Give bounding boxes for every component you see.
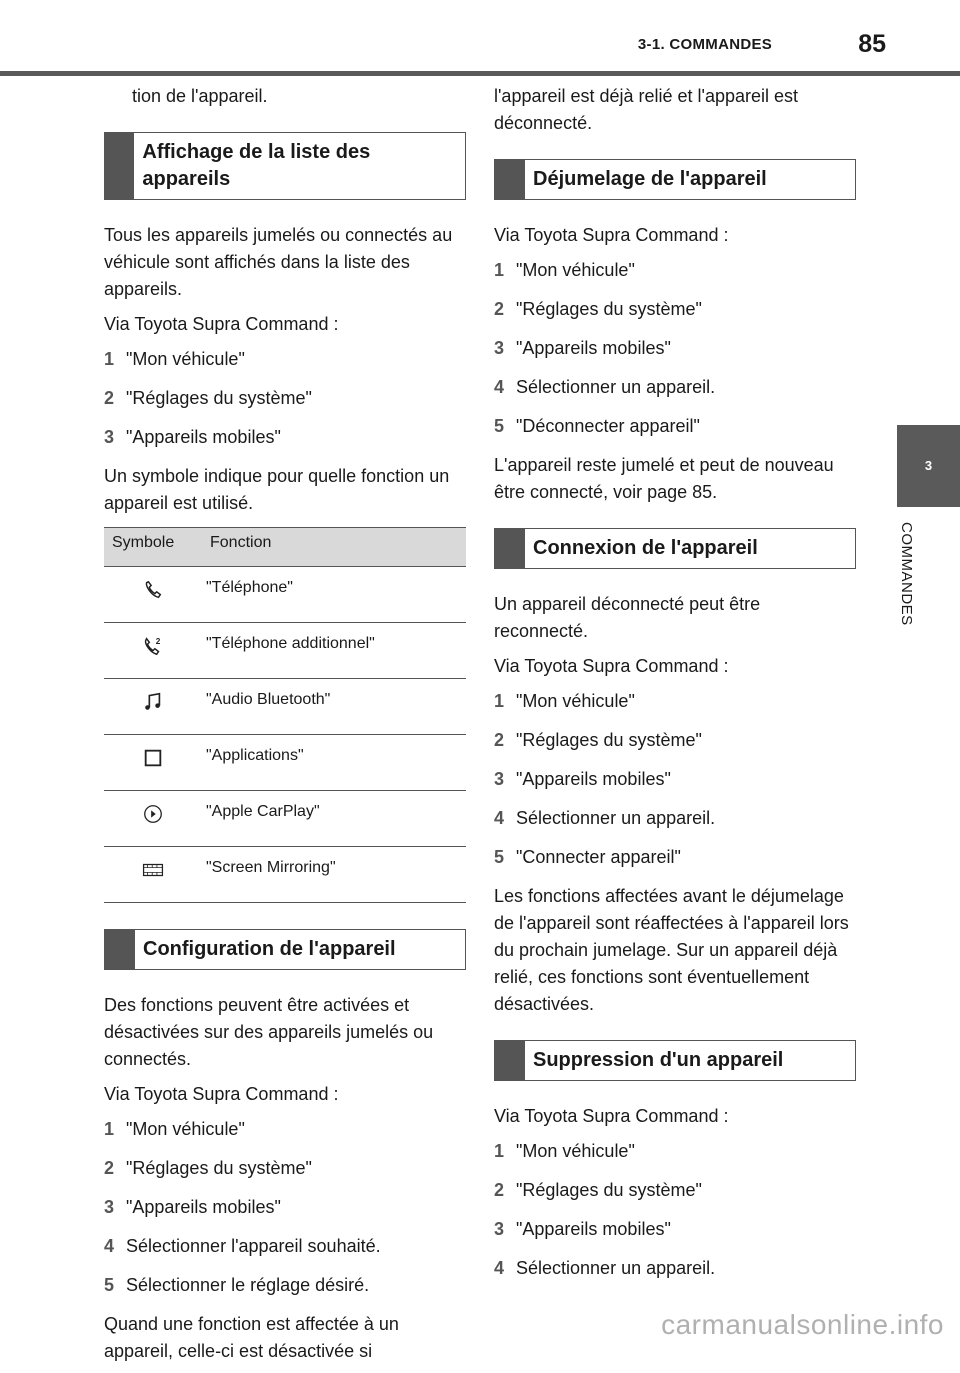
- right-column: [494, 83, 856, 1294]
- step-number: 2: [494, 299, 505, 319]
- step-text: "Connecter appareil": [516, 847, 681, 867]
- paragraph: Un appareil déconnecté peut être reconnecté.: [494, 594, 761, 641]
- step-item: [494, 727, 856, 754]
- function-label: "Apple CarPlay": [202, 791, 466, 847]
- step-text: "Appareils mobiles": [516, 769, 671, 789]
- step-number: 4: [494, 1258, 505, 1278]
- step-item: [494, 296, 856, 323]
- step-number: 3: [494, 769, 505, 789]
- section-heading: Connexion de l'appareil: [494, 528, 856, 569]
- phone-icon: [104, 567, 202, 623]
- step-number: 1: [494, 260, 505, 280]
- step-number: 2: [104, 388, 115, 408]
- step-number: 5: [104, 1275, 115, 1295]
- step-item: [494, 805, 856, 832]
- table-row: [104, 623, 466, 679]
- step-text: "Réglages du système": [516, 1180, 702, 1200]
- paragraph: Des fonctions peuvent être activées et désactivées sur des appareils jumelés ou connectés.: [104, 995, 434, 1069]
- svg-text:2: 2: [155, 637, 161, 647]
- step-item: [494, 1255, 856, 1282]
- step-item: [104, 1155, 466, 1182]
- step-item: [494, 766, 856, 793]
- play-circle-icon: [104, 791, 202, 847]
- function-label: "Téléphone": [202, 567, 466, 623]
- left-column: [104, 83, 466, 1373]
- section-heading: Affichage de la liste des appareils: [104, 132, 466, 200]
- step-item: [494, 844, 856, 871]
- step-number: 1: [494, 691, 505, 711]
- step-item: [494, 257, 856, 284]
- step-list: [104, 1116, 466, 1299]
- step-text: Sélectionner un appareil.: [516, 808, 716, 828]
- step-text: "Appareils mobiles": [126, 1197, 281, 1217]
- step-text: "Réglages du système": [516, 299, 702, 319]
- paragraph: Via Toyota Supra Command :: [104, 1084, 339, 1104]
- step-text: "Appareils mobiles": [516, 1219, 671, 1239]
- step-number: 5: [494, 847, 505, 867]
- function-label: "Téléphone additionnel": [202, 623, 466, 679]
- table-row: [104, 567, 466, 623]
- step-item: [104, 424, 466, 451]
- step-item: [104, 1194, 466, 1221]
- step-number: 4: [494, 377, 505, 397]
- step-item: [494, 1216, 856, 1243]
- table-row: [104, 791, 466, 847]
- paragraph: L'appareil reste jumelé et peut de nouveau être connecté, voir page 85.: [494, 455, 834, 502]
- music-note-icon: [104, 679, 202, 735]
- step-text: "Réglages du système": [126, 388, 312, 408]
- step-item: [104, 1272, 466, 1299]
- step-text: "Appareils mobiles": [516, 338, 671, 358]
- step-text: Sélectionner l'appareil souhaité.: [126, 1236, 381, 1256]
- step-item: [494, 413, 856, 440]
- section-heading: Déjumelage de l'appareil: [494, 159, 856, 200]
- function-label: "Screen Mirroring": [202, 847, 466, 903]
- page-number: 85: [858, 30, 886, 58]
- step-item: [104, 385, 466, 412]
- section-heading: Suppression d'un appareil: [494, 1040, 856, 1081]
- step-text: "Mon véhicule": [516, 691, 635, 711]
- step-list: [494, 688, 856, 871]
- symbol-table: [104, 527, 466, 903]
- step-item: [494, 688, 856, 715]
- step-number: 3: [104, 1197, 115, 1217]
- paragraph: tion de l'appareil.: [132, 86, 268, 106]
- step-number: 3: [494, 1219, 505, 1239]
- step-item: [104, 1116, 466, 1143]
- step-item: [494, 335, 856, 362]
- step-number: 2: [104, 1158, 115, 1178]
- step-text: "Réglages du système": [516, 730, 702, 750]
- step-list: [494, 1138, 856, 1282]
- additional-phone-icon: [104, 623, 202, 679]
- table-row: [104, 679, 466, 735]
- chapter-label: COMMANDES: [898, 522, 915, 626]
- step-text: "Appareils mobiles": [126, 427, 281, 447]
- step-item: [104, 1233, 466, 1260]
- step-text: Sélectionner un appareil.: [516, 377, 716, 397]
- step-number: 4: [494, 808, 505, 828]
- section-heading: Configuration de l'appareil: [104, 929, 466, 970]
- paragraph: Tous les appareils jumelés ou connectés au véhicule sont affichés dans la liste des appareils.: [104, 225, 453, 299]
- step-text: Sélectionner un appareil.: [516, 1258, 716, 1278]
- square-icon: [104, 735, 202, 791]
- header-divider: [0, 71, 960, 76]
- step-item: [494, 1177, 856, 1204]
- paragraph: Quand une fonction est affectée à un appareil, celle-ci est désactivée si: [104, 1314, 399, 1361]
- film-icon: [104, 847, 202, 903]
- paragraph: Un symbole indique pour quelle fonction un appareil est utilisé.: [104, 466, 450, 513]
- table-header-symbol: Symbole: [104, 528, 202, 567]
- step-number: 2: [494, 730, 505, 750]
- table-row: [104, 735, 466, 791]
- step-item: [104, 346, 466, 373]
- paragraph: Via Toyota Supra Command :: [104, 314, 339, 334]
- step-text: "Mon véhicule": [516, 1141, 635, 1161]
- step-number: 3: [104, 427, 115, 447]
- step-text: Sélectionner le réglage désiré.: [126, 1275, 370, 1295]
- step-text: "Mon véhicule": [516, 260, 635, 280]
- step-number: 5: [494, 416, 505, 436]
- step-number: 1: [104, 1119, 115, 1139]
- step-number: 3: [494, 338, 505, 358]
- step-text: "Réglages du système": [126, 1158, 312, 1178]
- step-number: 2: [494, 1180, 505, 1200]
- step-number: 1: [104, 349, 115, 369]
- step-item: [494, 374, 856, 401]
- table-header-function: Fonction: [202, 528, 466, 567]
- paragraph: Via Toyota Supra Command :: [494, 1106, 729, 1126]
- step-text: "Mon véhicule": [126, 1119, 245, 1139]
- function-label: "Audio Bluetooth": [202, 679, 466, 735]
- chapter-tab[interactable]: 3: [897, 425, 960, 507]
- paragraph: Via Toyota Supra Command :: [494, 225, 729, 245]
- step-list: [104, 346, 466, 451]
- paragraph: Via Toyota Supra Command :: [494, 656, 729, 676]
- step-text: "Mon véhicule": [126, 349, 245, 369]
- step-number: 4: [104, 1236, 115, 1256]
- step-item: [494, 1138, 856, 1165]
- watermark[interactable]: carmanualsonline.info: [661, 1309, 944, 1340]
- step-text: "Déconnecter appareil": [516, 416, 700, 436]
- function-label: "Applications": [202, 735, 466, 791]
- paragraph: Les fonctions affectées avant le déjumelage de l'appareil sont réaffectées à l'appareil lors du prochain jumelage. Sur un appareil déjà relié, ces fonctions sont éventuellement désactivées.: [494, 886, 849, 1014]
- table-row: [104, 847, 466, 903]
- paragraph: l'appareil est déjà relié et l'appareil est déconnecté.: [494, 86, 799, 133]
- step-list: [494, 257, 856, 440]
- step-number: 1: [494, 1141, 505, 1161]
- section-title: 3-1. COMMANDES: [637, 36, 773, 53]
